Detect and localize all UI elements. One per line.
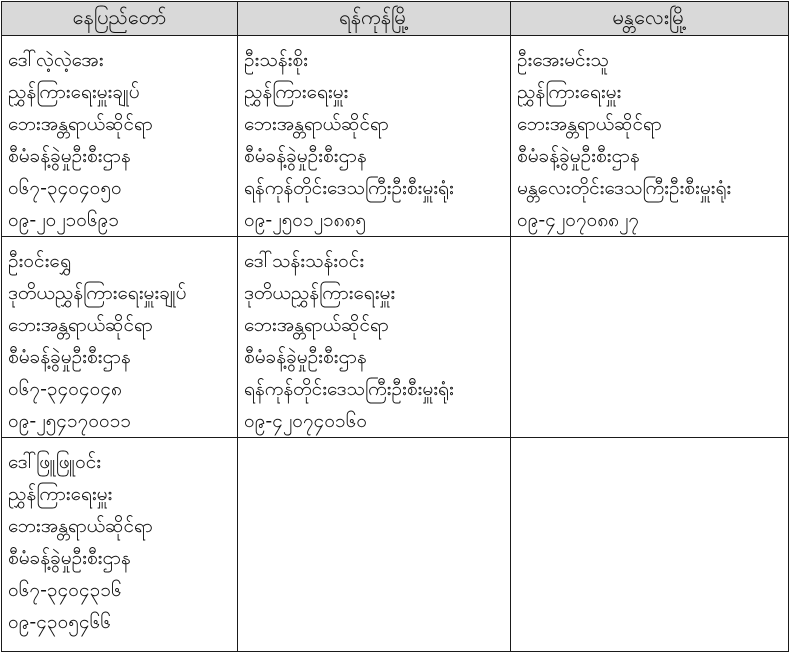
contact-department-line2: စီမံခန့်ခွဲမှုဦးစီးဌာန: [8, 547, 131, 569]
contact-department-line2: စီမံခန့်ခွဲမှုဦးစီးဌာန: [244, 145, 367, 167]
contact-name: ဦးအေးမင်းသူ: [517, 49, 609, 71]
contact-mobile-phone: ၀၉-၄၂၀၇၀၈၈၂၇: [517, 209, 640, 231]
contact-mobile-phone: ၀၉-၂၀၂၁၀၆၉၁: [8, 209, 120, 231]
contact-office: ရန်ကုန်တိုင်းဒေသကြီးဦးစီးမှူးရုံး: [244, 177, 454, 199]
contact-cell: [2, 237, 238, 438]
contact-department-line1: ဘေးအန္တရာယ်ဆိုင်ရာ: [517, 113, 662, 135]
empty-cell: [511, 438, 789, 652]
contact-office-phone: ၀၆၇-၃၄၀၄၀၄၈: [8, 378, 122, 400]
table-row: [2, 237, 789, 438]
contact-title: ညွှန်ကြားရေးမှူး: [244, 81, 349, 103]
contact-title: ညွှန်ကြားရေးမှူးချုပ်: [8, 81, 140, 103]
contact-department-line2: စီမံခန့်ခွဲမှုဦးစီးဌာန: [8, 145, 131, 167]
contact-name: ဦးသန်းစိုး: [244, 49, 308, 71]
contact-department-line1: ဘေးအန္တရာယ်ဆိုင်ရာ: [8, 113, 153, 135]
header-mandalay: မန္တလေးမြို့: [511, 2, 789, 36]
header-row: [2, 2, 789, 36]
header-yangon: ရန်ကုန်မြို့: [238, 2, 511, 36]
contact-name: ဦးဝင်းရွှေ: [8, 250, 71, 272]
contact-cell: [238, 237, 511, 438]
table-row: [2, 438, 789, 652]
header-naypyitaw: နေပြည်တော်: [2, 2, 238, 36]
contact-mobile-phone: ၀၉-၄၂၀၇၄၀၁၆၀: [244, 410, 368, 432]
contact-name: ဒေါ်ဖြူဖြူဝင်း: [8, 451, 102, 473]
contact-cell: [2, 438, 238, 652]
contact-cell: [238, 36, 511, 237]
contact-mobile-phone: ၀၉-၂၅၀၁၂၁၈၈၅: [244, 209, 367, 231]
contact-name: ဒေါ်သန်းသန်းဝင်း: [244, 250, 365, 272]
contact-mobile-phone: ၀၉-၂၅၄၁၇၀၀၁၁: [8, 410, 132, 432]
contact-cell: [2, 36, 238, 237]
contact-office: ရန်ကုန်တိုင်းဒေသကြီးဦးစီးမှူးရုံး: [244, 378, 454, 400]
contact-title: ဒုတိယညွှန်ကြားရေးမှူး: [244, 282, 396, 304]
contact-name: ဒေါ်လဲ့လဲ့အေး: [8, 49, 104, 71]
contact-department-line1: ဘေးအန္တရာယ်ဆိုင်ရာ: [244, 113, 389, 135]
contact-department-line2: စီမံခန့်ခွဲမှုဦးစီးဌာန: [517, 145, 640, 167]
contact-office: မန္တလေးတိုင်းဒေသကြီးဦးစီးမှူးရုံး: [517, 177, 732, 199]
contact-office-phone: ၀၆၇-၃၄၀၄၃၁၆: [8, 579, 122, 601]
contact-department-line2: စီမံခန့်ခွဲမှုဦးစီးဌာန: [8, 346, 131, 368]
table-row: [2, 36, 789, 237]
contact-cell: [511, 36, 789, 237]
contact-title: ဒုတိယညွှန်ကြားရေးမှူးချုပ်: [8, 282, 187, 304]
contact-mobile-phone: ၀၉-၄၃၀၅၄၆၆: [8, 611, 112, 633]
empty-cell: [511, 237, 789, 438]
contact-office-phone: ၀၆၇-၃၄၀၄၀၅၀: [8, 177, 122, 199]
empty-cell: [238, 438, 511, 652]
contact-title: ညွှန်ကြားရေးမှူး: [8, 483, 113, 505]
contact-department-line2: စီမံခန့်ခွဲမှုဦးစီးဌာန: [244, 346, 367, 368]
contact-title: ညွှန်ကြားရေးမှူး: [517, 81, 622, 103]
contacts-table: [1, 1, 789, 652]
contact-department-line1: ဘေးအန္တရာယ်ဆိုင်ရာ: [8, 314, 153, 336]
contact-department-line1: ဘေးအန္တရာယ်ဆိုင်ရာ: [8, 515, 153, 537]
contact-department-line1: ဘေးအန္တရာယ်ဆိုင်ရာ: [244, 314, 389, 336]
